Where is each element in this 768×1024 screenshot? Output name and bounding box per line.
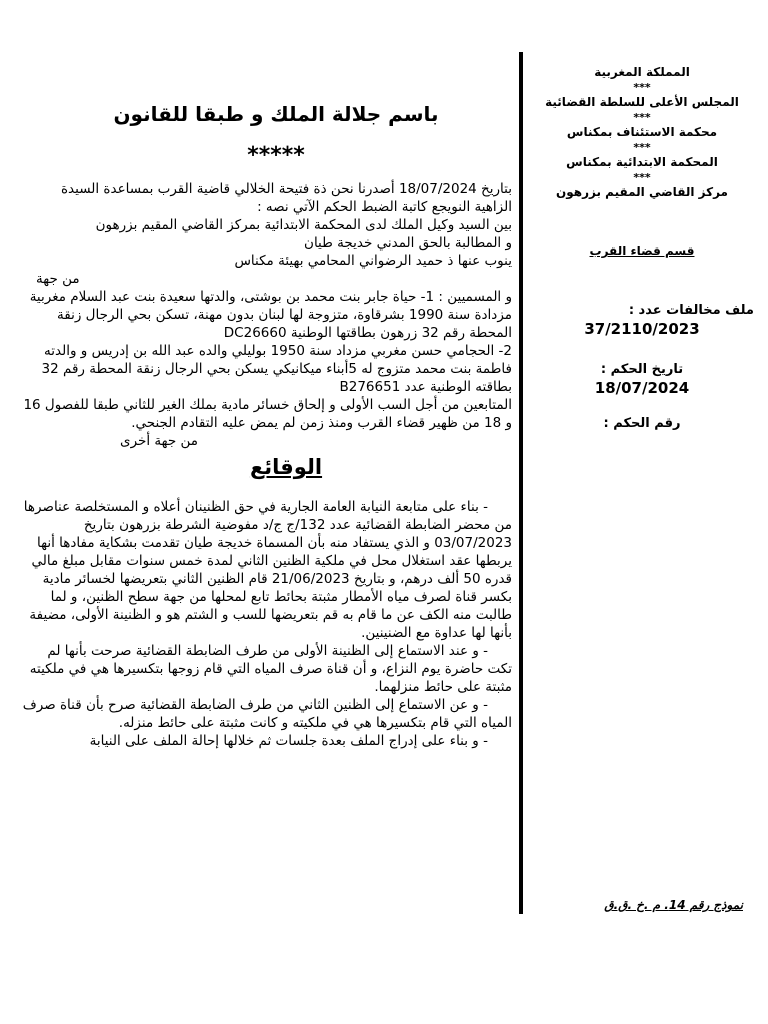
model-number: نموذج رقم 14. م .خ .ق.ق	[604, 898, 743, 912]
separator: ***	[633, 81, 651, 94]
judgment-date-label: تاريخ الحكم :	[600, 362, 684, 377]
separator: ***	[633, 141, 651, 154]
intro-paragraph: بتاريخ 18/07/2024 أصدرنا نحن ذة فتيحة الخلالي قاضية القرب بمساعدة السيدة الزاهية النويجع كاتبة الضبط الحكم الآتي نصه :	[60, 181, 512, 215]
fact-paragraph: - و عند الاستماع إلى الظنينة الأولى من طرف الضابطة القضائية صرحت بأنها لم تكت حاضرة يوم النزاع، و أن قناة صرف المياه التي قام زوجها بتكسيرها هي في ملكيته مثبتة على حائط منزلهما.	[29, 643, 512, 695]
council-label: المجلس الأعلى للسلطة القضائية	[545, 95, 739, 109]
defendant-two-paragraph: 2- الحجامي حسن مغربي مزداد سنة 1950 بوليلي والده عبد الله بن إدريس و والدته فاطمة بنت محمد متزوج له 5أبناء ميكانيكي يسكن بحي الرجال زنقة المحطة رقم 32 بطاقته الوطنية عدد B276651	[41, 343, 512, 395]
party-side-label: من جهة	[36, 271, 80, 287]
vertical-divider	[519, 52, 523, 914]
kingdom-label: المملكة المغربية	[594, 65, 690, 79]
file-number: 37/2110/2023	[584, 320, 700, 338]
file-label: ملف مخالفات عدد :	[628, 303, 754, 318]
other-side-label: من جهة أخرى	[120, 433, 199, 449]
charges-paragraph: المتابعين من أجل السب الأولى و إلحاق خسائر مادية بملك الغير للثاني طبقا للفصول 16 و 18 من ظهير قضاء القرب ومنذ زمن لم يمض عليه التقادم الجنحي.	[23, 397, 512, 431]
stars-separator: *****	[247, 143, 305, 168]
defendant-one-paragraph: و المسميين : 1- حياة جابر بنت محمد بن بوشتى، والدتها سعيدة بنت عبد السلام مغربية مزدادة سنة 1990 بشرقاوة، متزوجة لها لبنان بدون مهنة، تسكن بحي الرجال زنقة المحطة رقم 32 زرهون بطاقتها الوطنية DC26660	[29, 289, 512, 341]
separator: ***	[633, 111, 651, 124]
section-label: قسم قضاء القرب	[589, 244, 695, 258]
fact-paragraph: - بناء على متابعة النيابة العامة الجارية في حق الظنينان أعلاه و المستخلصة عناصرها من محضر الضابطة القضائية عدد 132/ج ج/د مفوضية الشرطة بزرهون بتاريخ 03/07/2023 و الذي يستفاد منه بأن المسماة خديجة طيان تقدمت بشكاية مفادها أنها يربطها عقد استغلال محل في ملكية الظنين الثاني لمدة خمس سنوات مقابل مبلغ مالي قدره 50 ألف درهم، و بتاريخ 21/06/2023 قام الظنين الثاني بتعريضها لخسائر مادية بكسر قناة لصرف مياه الأمطار مثبتة بحائط تابع لمحلها من جهة سطح الظنين، و لما طالبت منه الكف عن ما قام به قم بتعريضها للسب و الشتم هو و الظنينة الأولى، مضيفة بأنها لها عداوة مع الضنينين.	[23, 499, 512, 641]
lawyer-paragraph: ينوب عنها ذ حميد الرضواني المحامي بهيئة مكناس	[234, 253, 512, 269]
document-heading: باسم جلالة الملك و طبقا للقانون	[113, 102, 439, 126]
fact-paragraph: - و بناء على إدراج الملف بعدة جلسات ثم خلالها إحالة الملف على النيابة	[89, 733, 488, 749]
separator: ***	[633, 171, 651, 184]
appeal-court-label: محكمة الاستئناف بمكناس	[566, 125, 718, 139]
header-sidebar	[528, 64, 756, 432]
judgment-number-label: رقم الحكم :	[603, 416, 681, 431]
civil-party-paragraph: و المطالبة بالحق المدني خديجة طيان	[304, 235, 512, 251]
first-court-label: المحكمة الابتدائية بمكناس	[566, 155, 718, 169]
judgment-date-value: 18/07/2024	[594, 379, 690, 397]
prosecutor-paragraph: بين السيد وكيل الملك لدى المحكمة الابتدائية بمركز القاضي المقيم بزرهون	[95, 217, 512, 233]
center-label: مركز القاضي المقيم بزرهون	[556, 185, 728, 199]
fact-paragraph: - و عن الاستماع إلى الظنين الثاني من طرف الضابطة القضائية صرح بأن قناة صرف المياه التي قام بتكسيرها هي في ملكيته و كانت مثبتة على حائط منزله.	[22, 697, 512, 731]
judgment-body	[20, 100, 512, 750]
facts-title: الوقائع	[249, 455, 323, 479]
